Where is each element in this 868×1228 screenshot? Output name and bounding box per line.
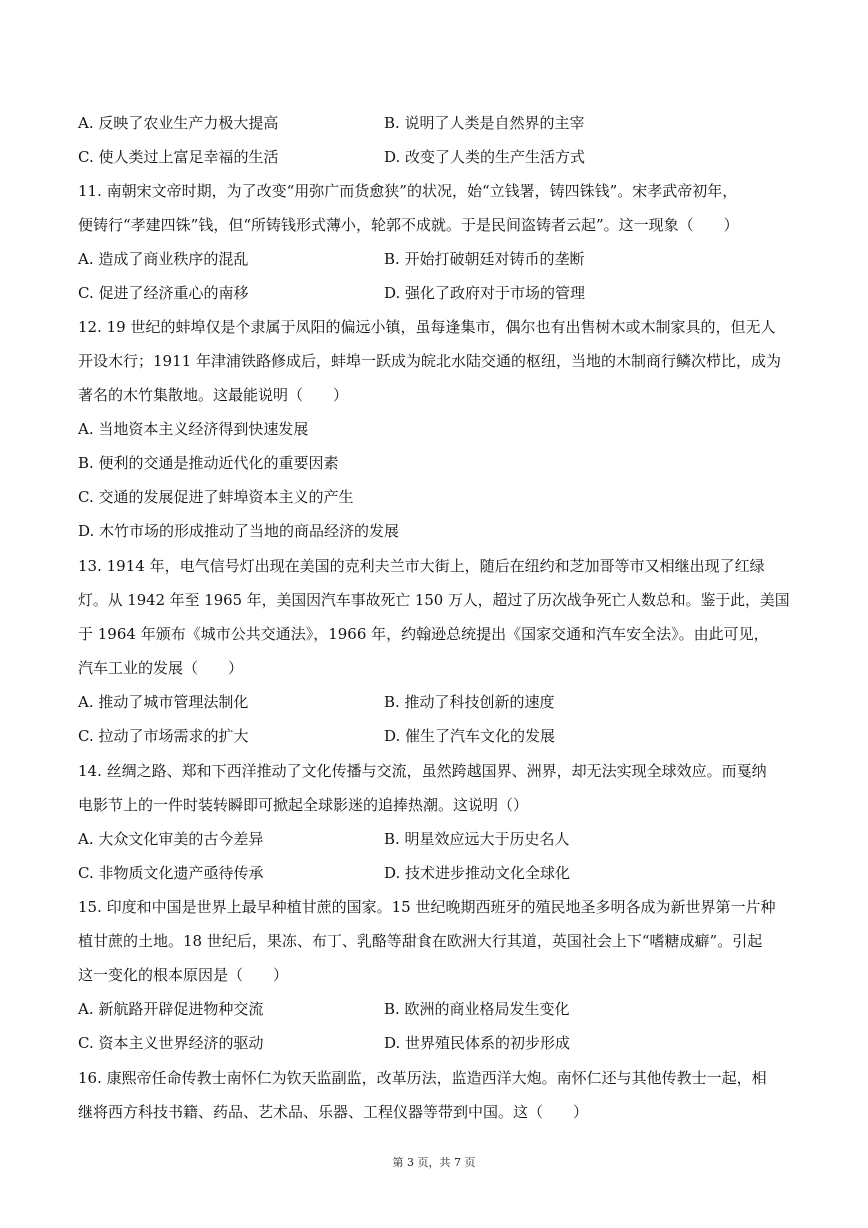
q11-option-c: C. 促进了经济重心的南移	[78, 284, 249, 302]
q14-stem-line-2: 电影节上的一件时装转瞬即可掀起全球影迷的追捧热潮。这说明（）	[78, 796, 529, 814]
q12-option-c: C. 交通的发展促进了蚌埠资本主义的产生	[78, 488, 354, 506]
q15-option-b: B. 欧洲的商业格局发生变化	[384, 1000, 570, 1018]
q15-option-a: A. 新航路开辟促进物种交流	[78, 1000, 264, 1018]
q14-option-c: C. 非物质文化遗产亟待传承	[78, 864, 264, 882]
q14-option-a: A. 大众文化审美的古今差异	[78, 830, 264, 848]
q12-option-b: B. 便利的交通是推动近代化的重要因素	[78, 454, 339, 472]
q10-option-d: D. 改变了人类的生产生活方式	[384, 148, 586, 166]
q12-stem-line-3: 著名的木竹集散地。这最能说明（ ）	[78, 386, 349, 404]
q15-stem-line-2: 植甘蔗的土地。18 世纪后，果冻、布丁、乳酪等甜食在欧洲大行其道，英国社会上下“嗜糖成癖”。引起	[78, 932, 763, 950]
q13-stem-line-3: 于 1964 年颁布《城市公共交通法》，1966 年，约翰逊总统提出《国家交通和汽车安全法》。由此可见，	[78, 625, 769, 643]
q12-option-d: D. 木竹市场的形成推动了当地的商品经济的发展	[78, 522, 400, 540]
q13-option-c: C. 拉动了市场需求的扩大	[78, 727, 249, 745]
q13-option-a: A. 推动了城市管理法制化	[78, 693, 249, 711]
q15-stem-line-1: 15. 印度和中国是世界上最早种植甘蔗的国家。15 世纪晚期西班牙的殖民地圣多明各成为新世界第一片种	[78, 898, 776, 916]
q11-stem-line-2: 便铸行“孝建四铢”钱，但“所铸钱形式薄小，轮郭不成就。于是民间盗铸者云起”。这一现象（ ）	[78, 216, 739, 234]
q15-stem-line-3: 这一变化的根本原因是（ ）	[78, 966, 289, 984]
q11-option-a: A. 造成了商业秩序的混乱	[78, 250, 249, 268]
q12-stem-line-2: 开设木行；1911 年津浦铁路修成后，蚌埠一跃成为皖北水陆交通的枢纽，当地的木制商行鳞次栉比，成为	[78, 352, 781, 370]
q15-option-d: D. 世界殖民体系的初步形成	[384, 1034, 571, 1052]
q11-option-d: D. 强化了政府对于市场的管理	[384, 284, 586, 302]
q11-stem-line-1: 11. 南朝宋文帝时期，为了改变“用弥广而货愈狭”的状况，始“立钱署，铸四铢钱”。宋孝武帝初年，	[78, 182, 738, 200]
q13-stem-line-4: 汽车工业的发展（ ）	[78, 659, 244, 677]
q13-option-d: D. 催生了汽车文化的发展	[384, 727, 556, 745]
q13-option-b: B. 推动了科技创新的速度	[384, 693, 555, 711]
q12-option-a: A. 当地资本主义经济得到快速发展	[78, 420, 309, 438]
q10-option-c: C. 使人类过上富足幸福的生活	[78, 148, 279, 166]
q10-option-b: B. 说明了人类是自然界的主宰	[384, 114, 585, 132]
q16-stem-line-1: 16. 康熙帝任命传教士南怀仁为钦天监副监，改革历法，监造西洋大炮。南怀仁还与其他传教士一起，相	[78, 1069, 767, 1087]
q14-stem-line-1: 14. 丝绸之路、郑和下西洋推动了文化传播与交流，虽然跨越国界、洲界，却无法实现全球效应。而戛纳	[78, 762, 767, 780]
page-number-footer: 第 3 页，共 7 页	[392, 1156, 476, 1169]
q14-option-d: D. 技术进步推动文化全球化	[384, 864, 571, 882]
q13-stem-line-1: 13. 1914 年，电气信号灯出现在美国的克利夫兰市大街上，随后在纽约和芝加哥等市又相继出现了红绿	[78, 557, 765, 575]
q11-option-b: B. 开始打破朝廷对铸币的垄断	[384, 250, 585, 268]
q10-option-a: A. 反映了农业生产力极大提高	[78, 114, 279, 132]
q13-stem-line-2: 灯。从 1942 年至 1965 年，美国因汽车事故死亡 150 万人，超过了历次战争死亡人数总和。鉴于此，美国	[78, 591, 790, 609]
q16-stem-line-2: 继将西方科技书籍、药品、艺术品、乐器、工程仪器等带到中国。这（ ）	[78, 1103, 589, 1121]
q14-option-b: B. 明星效应远大于历史名人	[384, 830, 570, 848]
q15-option-c: C. 资本主义世界经济的驱动	[78, 1034, 264, 1052]
q12-stem-line-1: 12. 19 世纪的蚌埠仅是个隶属于凤阳的偏远小镇，虽每逢集市，偶尔也有出售树木或木制家具的，但无人	[78, 318, 776, 336]
